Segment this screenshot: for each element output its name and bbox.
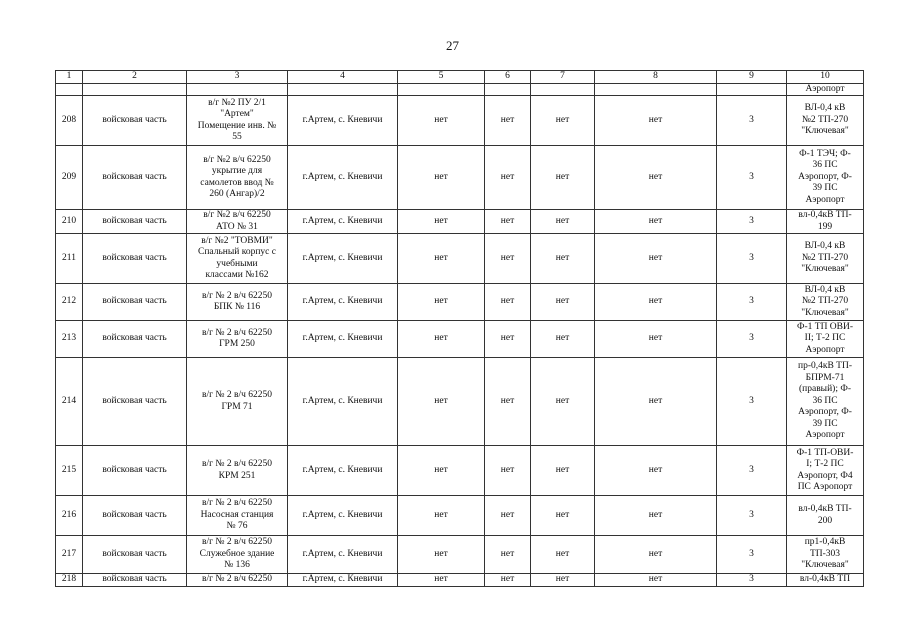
header-cell: 9 — [717, 71, 787, 84]
col5-cell: нет — [398, 96, 485, 146]
col6-cell: нет — [485, 146, 531, 210]
col5-cell: нет — [398, 446, 485, 496]
header-cell: 3 — [187, 71, 288, 84]
category-cell: 3 — [717, 210, 787, 234]
table-row — [56, 234, 864, 284]
col5-cell: нет — [398, 536, 485, 574]
address-cell: г.Артем, с. Кневичи — [288, 536, 398, 574]
table-row — [56, 536, 864, 574]
col7-cell: нет — [531, 496, 595, 536]
owner-cell: войсковая часть — [83, 574, 187, 587]
category-cell: 3 — [717, 358, 787, 446]
object-cell: в/г № 2 в/ч 62250 ГРМ 250 — [187, 321, 288, 358]
col6-cell: нет — [485, 496, 531, 536]
col6-cell: нет — [485, 210, 531, 234]
header-cell: 4 — [288, 71, 398, 84]
owner-cell: войсковая часть — [83, 536, 187, 574]
owner-cell: войсковая часть — [83, 96, 187, 146]
address-cell: г.Артем, с. Кневичи — [288, 284, 398, 321]
owner-cell: войсковая часть — [83, 210, 187, 234]
col5-cell: нет — [398, 358, 485, 446]
object-cell: в/г №2 ПУ 2/1 "Артем" Помещение инв. № 55 — [187, 96, 288, 146]
address-cell: г.Артем, с. Кневичи — [288, 96, 398, 146]
power-source-cell: Ф-1 ТЭЧ; Ф- 36 ПС Аэропорт, Ф- 39 ПС Аэропорт — [787, 146, 864, 210]
category-cell: 3 — [717, 446, 787, 496]
owner-cell: войсковая часть — [83, 446, 187, 496]
col6-cell: нет — [485, 234, 531, 284]
header-cell: 2 — [83, 71, 187, 84]
col6-cell: нет — [485, 574, 531, 587]
header-cell: 6 — [485, 71, 531, 84]
col7-cell: нет — [531, 96, 595, 146]
category-cell: 3 — [717, 321, 787, 358]
row-number: 214 — [56, 358, 83, 446]
col5-cell: нет — [398, 146, 485, 210]
col7-cell: нет — [531, 146, 595, 210]
owner-cell: войсковая часть — [83, 496, 187, 536]
row-number: 217 — [56, 536, 83, 574]
row-number: 215 — [56, 446, 83, 496]
table-row — [56, 321, 864, 358]
row-number: 212 — [56, 284, 83, 321]
continuation-cell: Аэропорт — [787, 83, 864, 96]
row-number: 208 — [56, 96, 83, 146]
col6-cell: нет — [485, 536, 531, 574]
continuation-row — [56, 83, 864, 96]
category-cell: 3 — [717, 284, 787, 321]
address-cell: г.Артем, с. Кневичи — [288, 358, 398, 446]
address-cell: г.Артем, с. Кневичи — [288, 321, 398, 358]
table-row — [56, 446, 864, 496]
address-cell: г.Артем, с. Кневичи — [288, 496, 398, 536]
address-cell: г.Артем, с. Кневичи — [288, 146, 398, 210]
owner-cell: войсковая часть — [83, 146, 187, 210]
owner-cell: войсковая часть — [83, 321, 187, 358]
col8-cell: нет — [595, 96, 717, 146]
col7-cell: нет — [531, 234, 595, 284]
object-cell: в/г № 2 в/ч 62250 ГРМ 71 — [187, 358, 288, 446]
object-cell: в/г № 2 в/ч 62250 Служебное здание № 136 — [187, 536, 288, 574]
object-cell: в/г № 2 в/ч 62250 КРМ 251 — [187, 446, 288, 496]
row-number: 216 — [56, 496, 83, 536]
owner-cell: войсковая часть — [83, 358, 187, 446]
col5-cell: нет — [398, 210, 485, 234]
power-source-cell: ВЛ-0,4 кВ №2 ТП-270 "Ключевая" — [787, 284, 864, 321]
col8-cell: нет — [595, 574, 717, 587]
col7-cell: нет — [531, 321, 595, 358]
power-source-cell: пр1-0,4кВ ТП-303 "Ключевая" — [787, 536, 864, 574]
col5-cell: нет — [398, 321, 485, 358]
table-row — [56, 496, 864, 536]
object-cell: в/г №2 "ТОВМИ" Спальный корпус с учебными классами №162 — [187, 234, 288, 284]
col8-cell: нет — [595, 321, 717, 358]
address-cell: г.Артем, с. Кневичи — [288, 234, 398, 284]
col5-cell: нет — [398, 496, 485, 536]
col8-cell: нет — [595, 446, 717, 496]
col7-cell: нет — [531, 446, 595, 496]
col5-cell: нет — [398, 284, 485, 321]
power-source-cell: Ф-1 ТП ОВИ- II; Т-2 ПС Аэропорт — [787, 321, 864, 358]
category-cell: 3 — [717, 96, 787, 146]
data-table — [55, 70, 864, 587]
power-source-cell: ВЛ-0,4 кВ №2 ТП-270 "Ключевая" — [787, 234, 864, 284]
page-number: 27 — [446, 38, 459, 53]
object-cell: в/г № 2 в/ч 62250 БПК № 116 — [187, 284, 288, 321]
header-cell: 8 — [595, 71, 717, 84]
col8-cell: нет — [595, 234, 717, 284]
header-cell: 10 — [787, 71, 864, 84]
col5-cell: нет — [398, 234, 485, 284]
object-cell: в/г №2 в/ч 62250 укрытие для самолетов ввод № 260 (Ангар)/2 — [187, 146, 288, 210]
col5-cell: нет — [398, 574, 485, 587]
category-cell: 3 — [717, 234, 787, 284]
object-cell: в/г № 2 в/ч 62250 Насосная станция № 76 — [187, 496, 288, 536]
table-row — [56, 96, 864, 146]
col6-cell: нет — [485, 358, 531, 446]
power-source-cell: Ф-1 ТП-ОВИ- I; Т-2 ПС Аэропорт, Ф4 ПС Аэропорт — [787, 446, 864, 496]
table-row — [56, 358, 864, 446]
row-number: 210 — [56, 210, 83, 234]
col7-cell: нет — [531, 284, 595, 321]
category-cell: 3 — [717, 574, 787, 587]
col8-cell: нет — [595, 284, 717, 321]
col6-cell: нет — [485, 284, 531, 321]
col8-cell: нет — [595, 496, 717, 536]
col8-cell: нет — [595, 146, 717, 210]
header-cell: 5 — [398, 71, 485, 84]
col6-cell: нет — [485, 321, 531, 358]
address-cell: г.Артем, с. Кневичи — [288, 210, 398, 234]
power-source-cell: вл-0,4кВ ТП — [787, 574, 864, 587]
owner-cell: войсковая часть — [83, 234, 187, 284]
owner-cell: войсковая часть — [83, 284, 187, 321]
table-row — [56, 210, 864, 234]
col7-cell: нет — [531, 358, 595, 446]
col8-cell: нет — [595, 536, 717, 574]
col6-cell: нет — [485, 446, 531, 496]
col6-cell: нет — [485, 96, 531, 146]
power-source-cell: вл-0,4кВ ТП- 199 — [787, 210, 864, 234]
col8-cell: нет — [595, 358, 717, 446]
col7-cell: нет — [531, 574, 595, 587]
object-cell: в/г № 2 в/ч 62250 — [187, 574, 288, 587]
row-number: 209 — [56, 146, 83, 210]
power-source-cell: вл-0,4кВ ТП- 200 — [787, 496, 864, 536]
object-cell: в/г №2 в/ч 62250 АТО № 31 — [187, 210, 288, 234]
row-number: 213 — [56, 321, 83, 358]
address-cell: г.Артем, с. Кневичи — [288, 446, 398, 496]
col8-cell: нет — [595, 210, 717, 234]
table-row — [56, 146, 864, 210]
power-source-cell: пр-0,4кВ ТП- БПРМ-71 (правый); Ф- 36 ПС Аэропорт, Ф- 39 ПС Аэропорт — [787, 358, 864, 446]
col7-cell: нет — [531, 210, 595, 234]
category-cell: 3 — [717, 146, 787, 210]
category-cell: 3 — [717, 496, 787, 536]
header-cell: 1 — [56, 71, 83, 84]
table-row — [56, 574, 864, 587]
category-cell: 3 — [717, 536, 787, 574]
header-row — [56, 71, 864, 84]
col7-cell: нет — [531, 536, 595, 574]
row-number: 211 — [56, 234, 83, 284]
power-source-cell: ВЛ-0,4 кВ №2 ТП-270 "Ключевая" — [787, 96, 864, 146]
address-cell: г.Артем, с. Кневичи — [288, 574, 398, 587]
row-number: 218 — [56, 574, 83, 587]
table-row — [56, 284, 864, 321]
header-cell: 7 — [531, 71, 595, 84]
